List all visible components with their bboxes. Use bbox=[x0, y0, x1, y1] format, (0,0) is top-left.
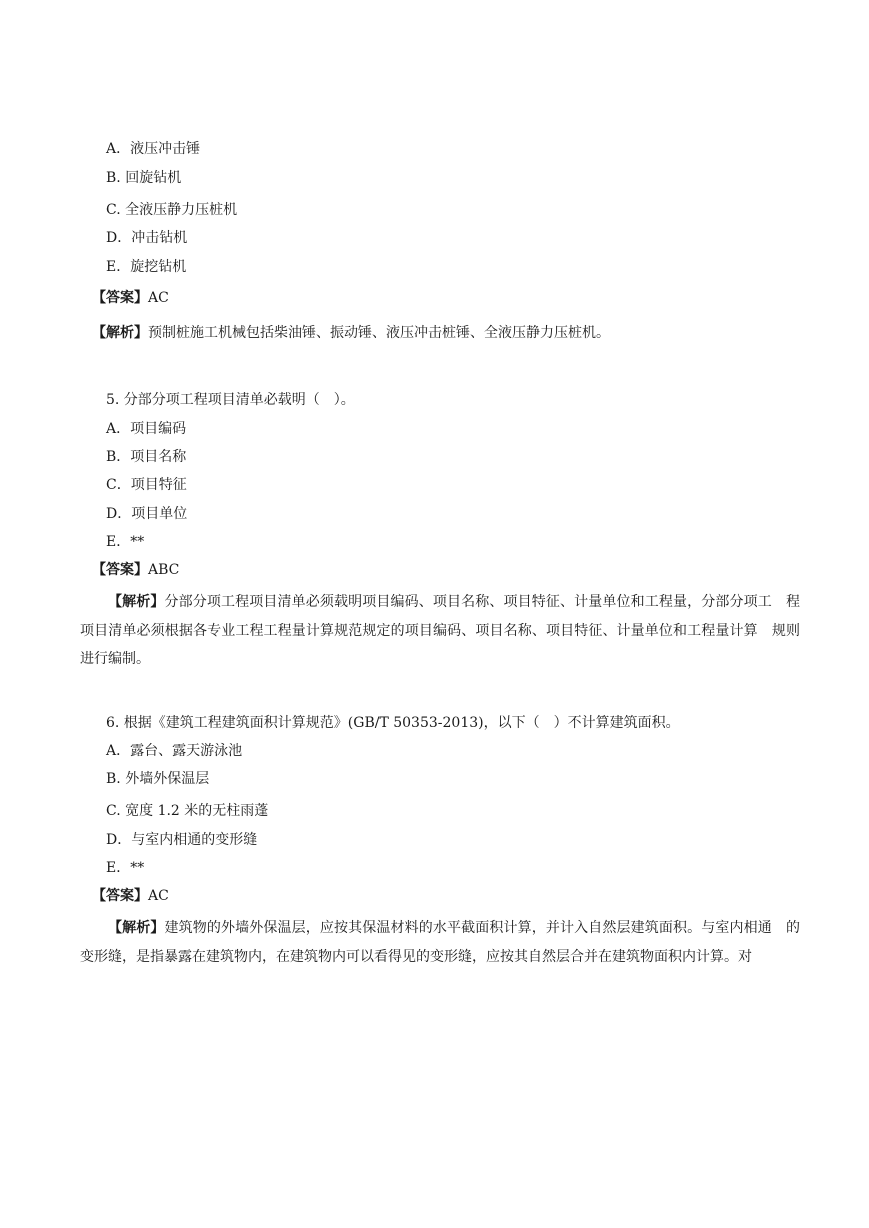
q6-answer-value: AC bbox=[148, 888, 169, 904]
q5-option-d: D．项目单位 bbox=[106, 506, 188, 522]
q5-option-a: A．项目编码 bbox=[106, 421, 187, 437]
q5-analysis-tag: 【解析】 bbox=[108, 594, 165, 610]
analysis-line bbox=[92, 324, 610, 342]
answer-tag: 【答案】 bbox=[92, 290, 148, 306]
q6-option-e: E．** bbox=[106, 860, 145, 876]
q5-option-e: E．** bbox=[106, 534, 145, 550]
q6-option-a: A．露台、露天游泳池 bbox=[106, 743, 243, 759]
option-d: D．冲击钻机 bbox=[106, 230, 188, 246]
q5-answer-value: ABC bbox=[148, 562, 180, 578]
q6-analysis-paragraph bbox=[80, 914, 800, 971]
question-5: 5. 分部分项工程项目清单必载明（ ）。 bbox=[106, 392, 355, 408]
question-6: 6. 根据《建筑工程建筑面积计算规范》(GB/T 50353-2013)，以下（ ）不计算建筑面积。 bbox=[106, 715, 680, 731]
q6-answer-tag: 【答案】 bbox=[92, 888, 148, 904]
answer-line bbox=[92, 289, 169, 307]
option-c: C. 全液压静力压桩机 bbox=[106, 202, 238, 218]
answer-value: AC bbox=[148, 290, 169, 306]
q6-answer-line bbox=[92, 887, 169, 905]
analysis-text: 预制桩施工机械包括柴油锤、振动锤、液压冲击桩锤、全液压静力压桩机。 bbox=[148, 325, 610, 341]
q5-analysis-paragraph bbox=[80, 588, 800, 674]
q5-answer-line bbox=[92, 561, 179, 579]
q5-answer-tag: 【答案】 bbox=[92, 562, 148, 578]
q5-option-b: B．项目名称 bbox=[106, 449, 187, 465]
q6-option-c: C. 宽度 1.2 米的无柱雨蓬 bbox=[106, 803, 269, 819]
q6-option-d: D．与室内相通的变形缝 bbox=[106, 832, 258, 848]
option-e: E．旋挖钻机 bbox=[106, 259, 187, 275]
q5-analysis-text: 分部分项工程项目清单必须载明项目编码、项目名称、项目特征、计量单位和工程量，分部分项工 程项目清单必须根据各专业工程工程量计算规范规定的项目编码、项目名称、项目特征、计量单位和工程量计算 规则进行编制。 bbox=[80, 594, 800, 667]
q6-analysis-tag: 【解析】 bbox=[108, 920, 165, 936]
q6-option-b: B. 外墙外保温层 bbox=[106, 771, 210, 787]
option-a: A．液压冲击锤 bbox=[106, 141, 201, 157]
option-b: B. 回旋钻机 bbox=[106, 170, 182, 186]
q5-option-c: C．项目特征 bbox=[106, 477, 187, 493]
analysis-tag: 【解析】 bbox=[92, 325, 148, 341]
q6-analysis-text: 建筑物的外墙外保温层，应按其保温材料的水平截面积计算，并计入自然层建筑面积。与室内相通 的变形缝，是指暴露在建筑物内，在建筑物内可以看得见的变形缝，应按其自然层合并在建筑物面积内计算。对 bbox=[80, 920, 800, 965]
